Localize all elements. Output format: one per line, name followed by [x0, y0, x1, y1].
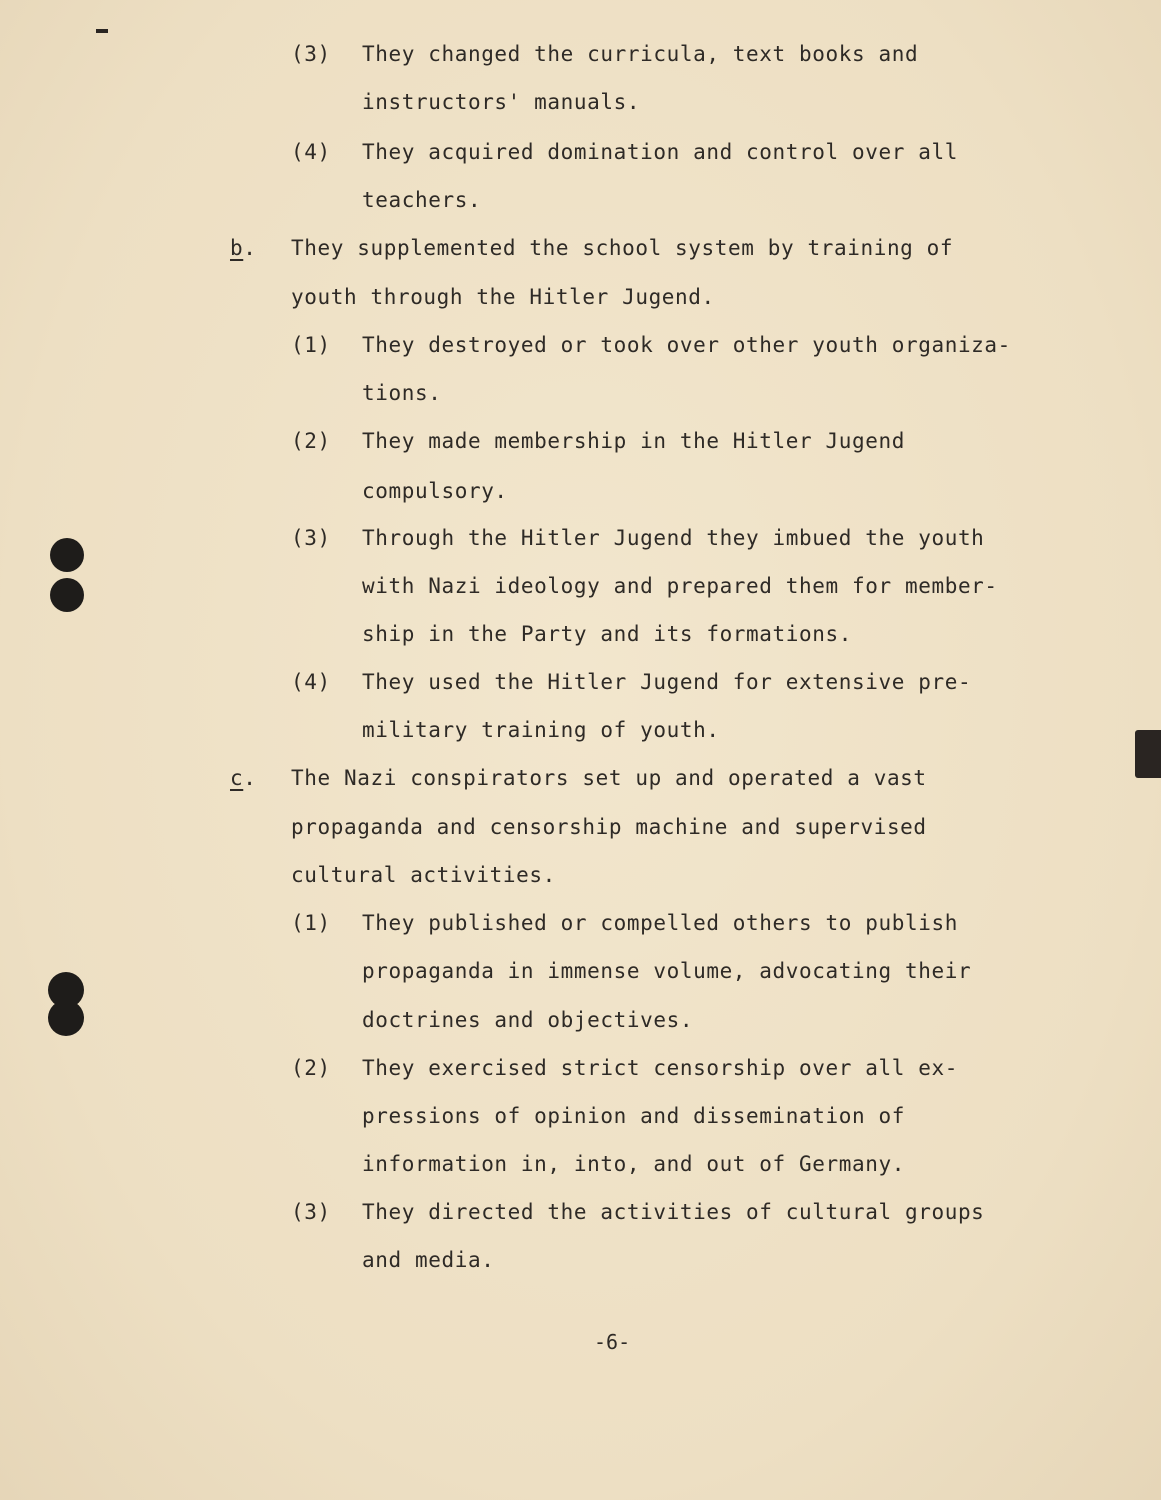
item-a4-line-2: teachers.	[362, 188, 482, 212]
section-c-line-3: cultural activities.	[291, 863, 556, 887]
section-b-line-1: They supplemented the school system by training of	[291, 236, 954, 260]
item-a3-line-2: instructors' manuals.	[362, 90, 641, 114]
section-c-letter: c	[230, 766, 244, 790]
item-a4-line-1: They acquired domination and control over all	[362, 140, 958, 164]
item-c1-marker: (1)	[291, 911, 331, 935]
item-b4-marker: (4)	[291, 670, 331, 694]
item-b3-line-1: Through the Hitler Jugend they imbued the youth	[362, 526, 985, 550]
punch-hole-middle	[50, 578, 84, 612]
top-left-mark	[96, 29, 108, 33]
item-c2-line-3: information in, into, and out of Germany.	[362, 1152, 905, 1176]
section-b-line-2: youth through the Hitler Jugend.	[291, 285, 715, 309]
item-c1-line-2: propaganda in immense volume, advocating their	[362, 959, 972, 983]
item-c3-marker: (3)	[291, 1200, 331, 1224]
item-c3-line-1: They directed the activities of cultural groups	[362, 1200, 985, 1224]
item-c1-line-1: They published or compelled others to publish	[362, 911, 958, 935]
item-c2-line-2: pressions of opinion and dissemination of	[362, 1104, 905, 1128]
item-b1-line-1: They destroyed or took over other youth organiza-	[362, 333, 1011, 357]
item-b3-marker: (3)	[291, 526, 331, 550]
section-b-marker: b.	[230, 236, 257, 260]
section-c-marker: c.	[230, 766, 257, 790]
section-b-letter: b	[230, 236, 244, 260]
section-c-line-1: The Nazi conspirators set up and operated a vast	[291, 766, 927, 790]
page-number: -6-	[594, 1330, 631, 1354]
item-c2-line-1: They exercised strict censorship over all ex-	[362, 1056, 958, 1080]
right-edge-mark	[1135, 730, 1161, 778]
item-c2-marker: (2)	[291, 1056, 331, 1080]
item-b1-line-2: tions.	[362, 381, 442, 405]
item-a3-marker: (3)	[291, 42, 331, 66]
item-b4-line-2: military training of youth.	[362, 718, 720, 742]
item-b4-line-1: They used the Hitler Jugend for extensive pre-	[362, 670, 972, 694]
item-c3-line-2: and media.	[362, 1248, 495, 1272]
item-b2-marker: (2)	[291, 429, 331, 453]
item-a3-line-1: They changed the curricula, text books and	[362, 42, 919, 66]
item-b1-marker: (1)	[291, 333, 331, 357]
item-b2-line-2: compulsory.	[362, 479, 508, 503]
item-b2-line-1: They made membership in the Hitler Jugend	[362, 429, 905, 453]
punch-hole-top	[50, 538, 84, 572]
item-a4-marker: (4)	[291, 140, 331, 164]
item-c1-line-3: doctrines and objectives.	[362, 1008, 694, 1032]
punch-hole-lower-b	[48, 1000, 84, 1036]
section-c-line-2: propaganda and censorship machine and supervised	[291, 815, 927, 839]
item-b3-line-3: ship in the Party and its formations.	[362, 622, 852, 646]
item-b3-line-2: with Nazi ideology and prepared them for member-	[362, 574, 998, 598]
